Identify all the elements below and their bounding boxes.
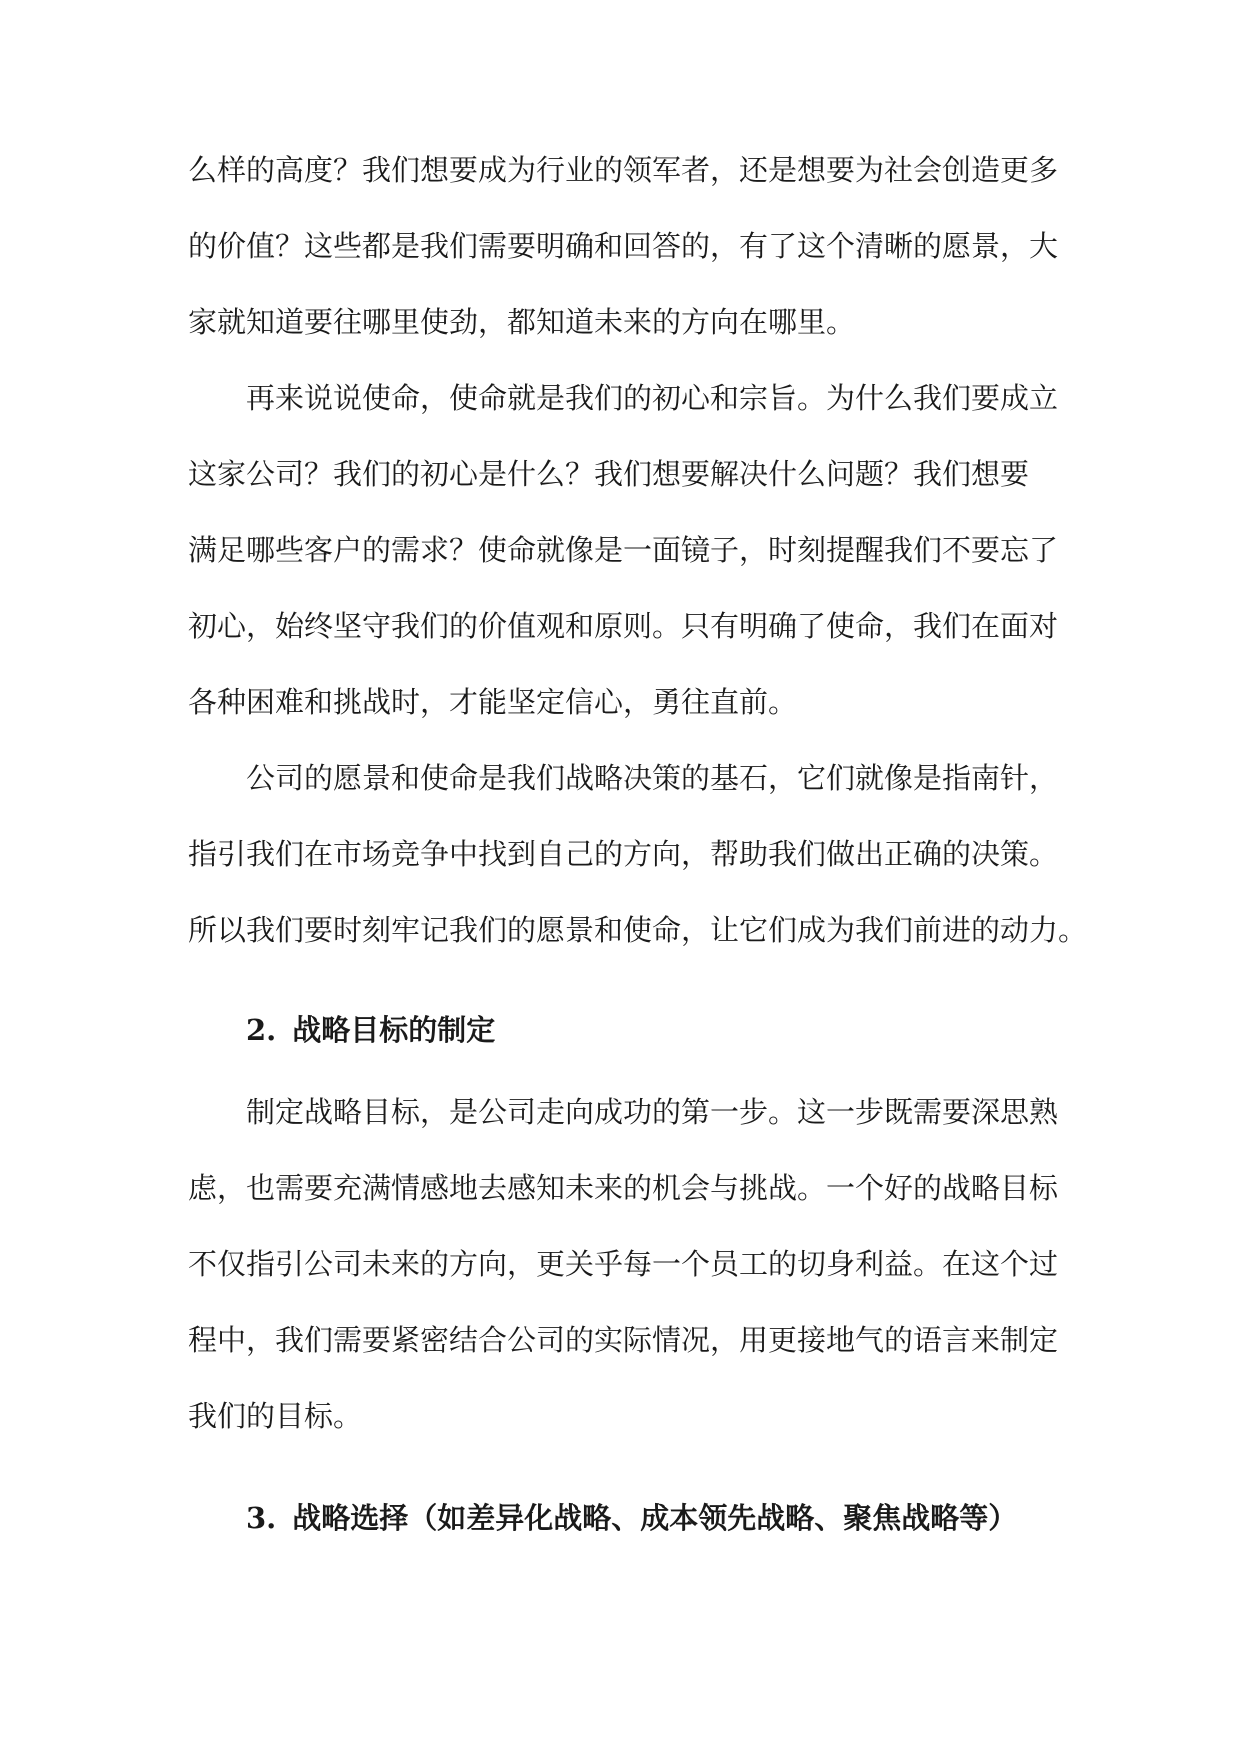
paragraph-2-line-5: 各种困难和挑战时，才能坚定信心，勇往直前。 [188,685,798,719]
section-2-heading [246,1010,495,1050]
paragraph-4-line-1: 制定战略目标，是公司走向成功的第一步。这一步既需要深思熟 [246,1095,1059,1129]
paragraph-2-line-1: 再来说说使命，使命就是我们的初心和宗旨。为什么我们要成立 [246,381,1059,415]
paragraph-2-line-4: 初心，始终坚守我们的价值观和原则。只有明确了使命，我们在面对 [188,609,1059,643]
paragraph-4-line-2: 虑，也需要充满情感地去感知未来的机会与挑战。一个好的战略目标 [188,1171,1059,1205]
paragraph-4-line-5: 我们的目标。 [188,1399,363,1433]
paragraph-2-line-2: 这家公司？我们的初心是什么？我们想要解决什么问题？我们想要 [188,457,1030,491]
paragraph-3-line-2: 指引我们在市场竞争中找到自己的方向，帮助我们做出正确的决策。 [188,837,1059,871]
paragraph-3-line-3: 所以我们要时刻牢记我们的愿景和使命，让它们成为我们前进的动力。 [188,913,1088,947]
paragraph-4-line-4: 程中，我们需要紧密结合公司的实际情况，用更接地气的语言来制定 [188,1323,1059,1357]
paragraph-1-line-3: 家就知道要往哪里使劲，都知道未来的方向在哪里。 [188,305,856,339]
paragraph-3-line-1: 公司的愿景和使命是我们战略决策的基石，它们就像是指南针， [246,761,1059,795]
paragraph-4-line-3: 不仅指引公司未来的方向，更关乎每一个员工的切身利益。在这个过 [188,1247,1059,1281]
section-3-title: 战略选择（如差异化战略、成本领先战略、聚焦战略等） [292,1501,1018,1535]
section-2-title: 战略目标的制定 [292,1013,496,1047]
paragraph-1-line-1: 么样的高度？我们想要成为行业的领军者，还是想要为社会创造更多 [188,153,1059,187]
section-3-heading [246,1498,1017,1538]
section-3-number: 3. [246,1501,277,1535]
section-2-number: 2. [246,1013,277,1047]
paragraph-1-line-2: 的价值？这些都是我们需要明确和回答的，有了这个清晰的愿景，大 [188,229,1059,263]
paragraph-2-line-3: 满足哪些客户的需求？使命就像是一面镜子，时刻提醒我们不要忘了 [188,533,1059,567]
